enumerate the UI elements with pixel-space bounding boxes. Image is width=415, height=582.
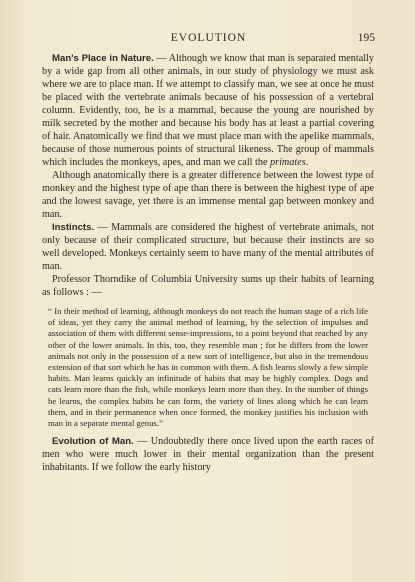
block-quote: “ In their method of learning, although monkeys do not reach the human stage of a rich life of ideas, yet they carry the animal method of learning, by the selection of impulses and association of them with different sense-impressions, to a point beyond that reached by any other of the lower animals. In this, too, they resemble man ; for he differs from the lower animals not only in the possession of a new sort of intelligence, but also in the tremendous extension of that sort which he has in common with them. A fish learns slowly a few simple habits. Man learns quickly an infinitude of habits that may be highly complex. Dogs and cats learn more than the fish, while monkeys learn more than they. In the number of things he learns, the complex habits he can form, the variety of lines along which he can learn them, and in their permanence when once formed, the monkey justifies his inclusion with man in a separate mental genus.” xyxy=(48,306,368,429)
paragraph-thorndike-intro: Professor Thorndike of Columbia University sums up their habits of learning as follows : — xyxy=(42,274,374,298)
paragraph-text: — Undoubtedly there once lived upon the earth races of men who were much lower in their mental organization than the present inhabitants. If we follow the early history xyxy=(42,436,374,474)
page-header xyxy=(42,32,375,46)
section-heading: Evolution of Man. xyxy=(52,436,134,448)
paragraph-text: — Mammals are considered the highest of vertebrate animals, not only because of their complicated structure, but because their instincts are so well developed. Monkeys certainly seem to have many of the mental attributes of man. xyxy=(42,222,374,272)
page-body xyxy=(42,52,374,474)
paragraph-instincts xyxy=(42,221,374,273)
paragraph-mans-place xyxy=(42,52,374,169)
paragraph-text: — Although we know that man is separated mentally by a wide gap from all other animals, in our study of physiology we must ask where we are to place man. If we attempt to classify man, we see at once he must be placed with the vertebrate animals because of his possession of a vertebral column. Evidently, too, he is a mammal, because the young are nourished by milk secreted by the mother and because his body has at least a partial covering of hair. Anatomically we find that we must place man with the apelike mammals, because of those numerous points of structural likeness. The group of mammals which includes the monkeys, apes, and man we call the xyxy=(42,53,374,168)
page-number: 195 xyxy=(357,32,375,44)
paragraph-text-end: . xyxy=(305,157,309,168)
paragraph-mental-gap: Although anatomically there is a greater difference between the lowest type of monkey and the highest type of ape than there is between the highest type of ape and the lowest savage, yet there is an immense mental gap between monkey and man. xyxy=(42,170,374,220)
paragraph-evolution-of-man xyxy=(42,435,374,474)
section-heading: Instincts. xyxy=(52,222,95,233)
emphasized-term: primates xyxy=(270,157,306,168)
running-title: EVOLUTION xyxy=(170,32,247,44)
section-heading: Man's Place in Nature. xyxy=(52,53,154,64)
